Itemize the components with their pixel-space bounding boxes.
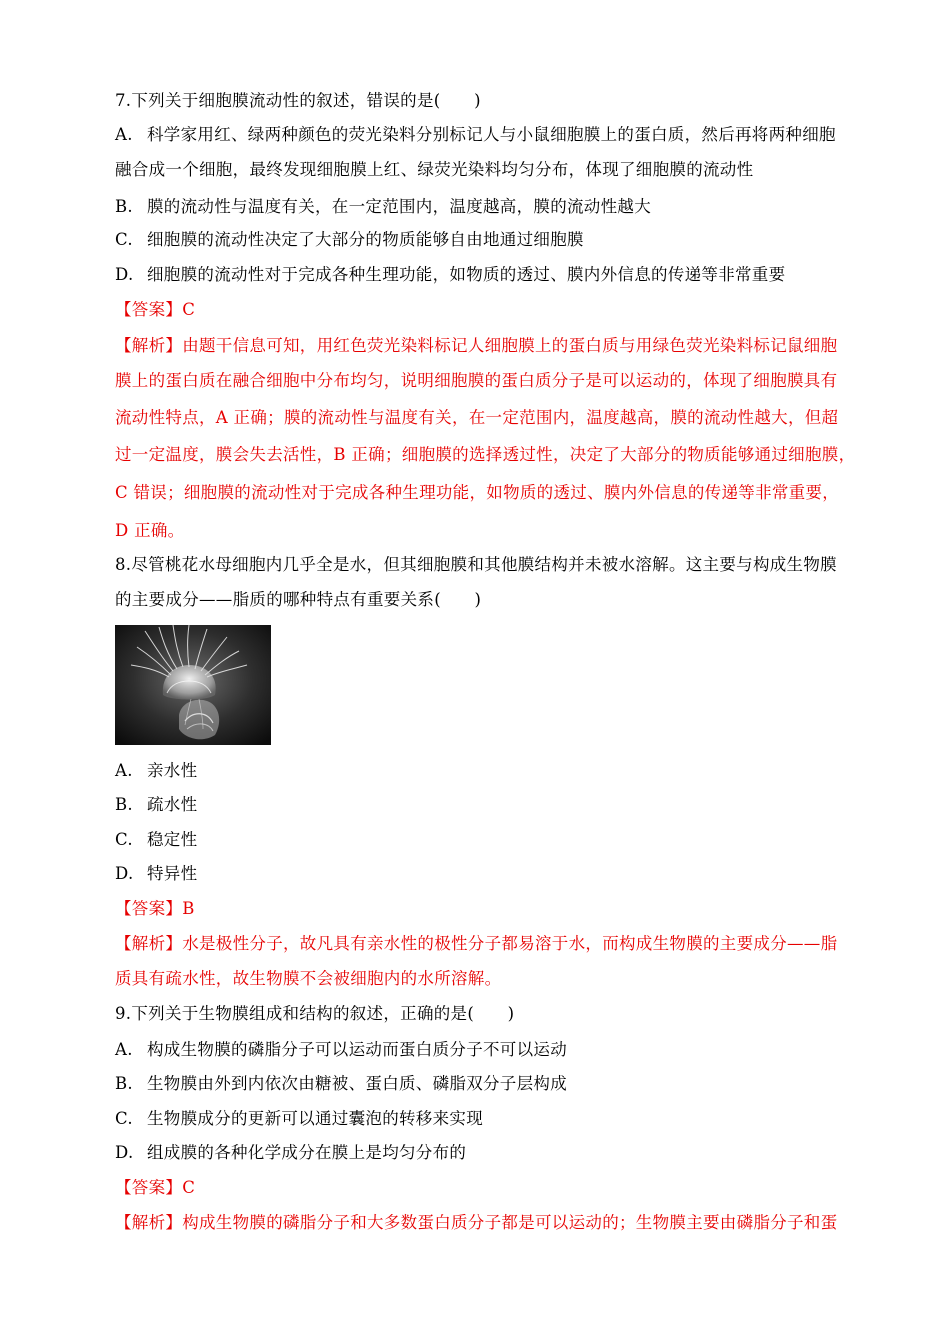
q7-option-c (115, 229, 584, 251)
option-text: 膜的流动性与温度有关，在一定范围内，温度越高，膜的流动性越大 (147, 197, 651, 216)
q9-stem: 9.下列关于生物膜组成和结构的叙述，正确的是( ) (115, 1004, 515, 1023)
q9-answer (115, 1177, 195, 1199)
q8-option-c (115, 829, 197, 851)
q8-stem-line-2: 的主要成分——脂质的哪种特点有重要关系( ) (115, 590, 482, 609)
q7-analysis-line-4: 过一定温度，膜会失去活性，B 正确；细胞膜的选择透过性，决定了大部分的物质能够通过细胞膜， (115, 445, 856, 464)
option-text: 组成膜的各种化学成分在膜上是均匀分布的 (147, 1143, 467, 1162)
option-letter: D. (115, 1143, 134, 1162)
q7-analysis-line-5: C 错误；细胞膜的流动性对于完成各种生理功能，如物质的透过、膜内外信息的传递等非常重要， (115, 483, 840, 502)
answer-value: B (182, 899, 195, 918)
analysis-text: 构成生物膜的磷脂分子和大多数蛋白质分子都是可以运动的；生物膜主要由磷脂分子和蛋 (182, 1213, 838, 1232)
analysis-label: 【解析】 (115, 934, 183, 953)
option-letter: B. (115, 197, 133, 216)
q7-analysis-line-1 (115, 335, 837, 357)
option-text: 生物膜由外到内依次由糖被、蛋白质、磷脂双分子层构成 (147, 1074, 567, 1093)
q8-option-d (115, 863, 197, 885)
analysis-label: 【解析】 (115, 336, 183, 355)
q7-answer (115, 299, 195, 321)
q8-option-a (115, 760, 197, 782)
option-text: 生物膜成分的更新可以通过囊泡的转移来实现 (147, 1109, 483, 1128)
option-letter: D. (115, 864, 134, 883)
option-letter: B. (115, 1074, 133, 1093)
option-text: 特异性 (147, 864, 198, 883)
answer-label: 【答案】 (115, 300, 183, 319)
option-letter: C. (115, 230, 133, 249)
q9-option-a (115, 1039, 567, 1061)
q8-stem-line-1: 8.尽管桃花水母细胞内几乎全是水，但其细胞膜和其他膜结构并未被水溶解。这主要与构成生物膜 (115, 555, 837, 574)
q7-option-a (115, 124, 836, 146)
option-letter: B. (115, 795, 133, 814)
analysis-text: 水是极性分子，故凡具有亲水性的极性分子都易溶于水，而构成生物膜的主要成分——脂 (182, 934, 838, 953)
q9-option-b (115, 1073, 567, 1095)
option-text: 稳定性 (147, 830, 198, 849)
q7-analysis-line-3: 流动性特点，A 正确；膜的流动性与温度有关，在一定范围内，温度越高，膜的流动性越大，但超 (115, 408, 839, 427)
option-text: 科学家用红、绿两种颜色的荧光染料分别标记人与小鼠细胞膜上的蛋白质，然后再将两种细胞 (147, 125, 836, 144)
option-letter: D. (115, 265, 134, 284)
jellyfish-photo (115, 625, 271, 745)
analysis-text: 由题干信息可知，用红色荧光染料标记人细胞膜上的蛋白质与用绿色荧光染料标记鼠细胞 (182, 336, 838, 355)
option-letter: A. (115, 761, 133, 780)
q9-analysis-line-1 (115, 1212, 837, 1234)
analysis-label: 【解析】 (115, 1213, 183, 1232)
q8-option-b (115, 794, 197, 816)
q7-option-d (115, 264, 785, 286)
answer-value: C (182, 1178, 196, 1197)
option-letter: C. (115, 1109, 133, 1128)
q7-option-a-cont: 融合成一个细胞，最终发现细胞膜上红、绿荧光染料均匀分布，体现了细胞膜的流动性 (115, 160, 754, 179)
q8-analysis-line-2: 质具有疏水性，故生物膜不会被细胞内的水所溶解。 (115, 969, 502, 988)
option-letter: A. (115, 1040, 133, 1059)
option-text: 疏水性 (147, 795, 198, 814)
q7-analysis-line-2: 膜上的蛋白质在融合细胞中分布均匀，说明细胞膜的蛋白质分子是可以运动的，体现了细胞膜具有 (115, 371, 838, 390)
answer-label: 【答案】 (115, 1178, 183, 1197)
option-letter: A. (115, 125, 133, 144)
jellyfish-illustration (115, 625, 271, 745)
option-letter: C. (115, 830, 133, 849)
option-text: 亲水性 (147, 761, 198, 780)
q7-stem: 7.下列关于细胞膜流动性的叙述，错误的是( ) (115, 91, 481, 110)
answer-value: C (182, 300, 196, 319)
option-text: 细胞膜的流动性决定了大部分的物质能够自由地通过细胞膜 (147, 230, 584, 249)
q8-answer (115, 898, 195, 920)
q7-option-b (115, 196, 651, 218)
q7-analysis-line-6: D 正确。 (115, 521, 185, 540)
answer-label: 【答案】 (115, 899, 183, 918)
q8-analysis-line-1 (115, 933, 837, 955)
option-text: 细胞膜的流动性对于完成各种生理功能，如物质的透过、膜内外信息的传递等非常重要 (147, 265, 786, 284)
q9-option-d (115, 1142, 466, 1164)
option-text: 构成生物膜的磷脂分子可以运动而蛋白质分子不可以运动 (147, 1040, 567, 1059)
q9-option-c (115, 1108, 483, 1130)
